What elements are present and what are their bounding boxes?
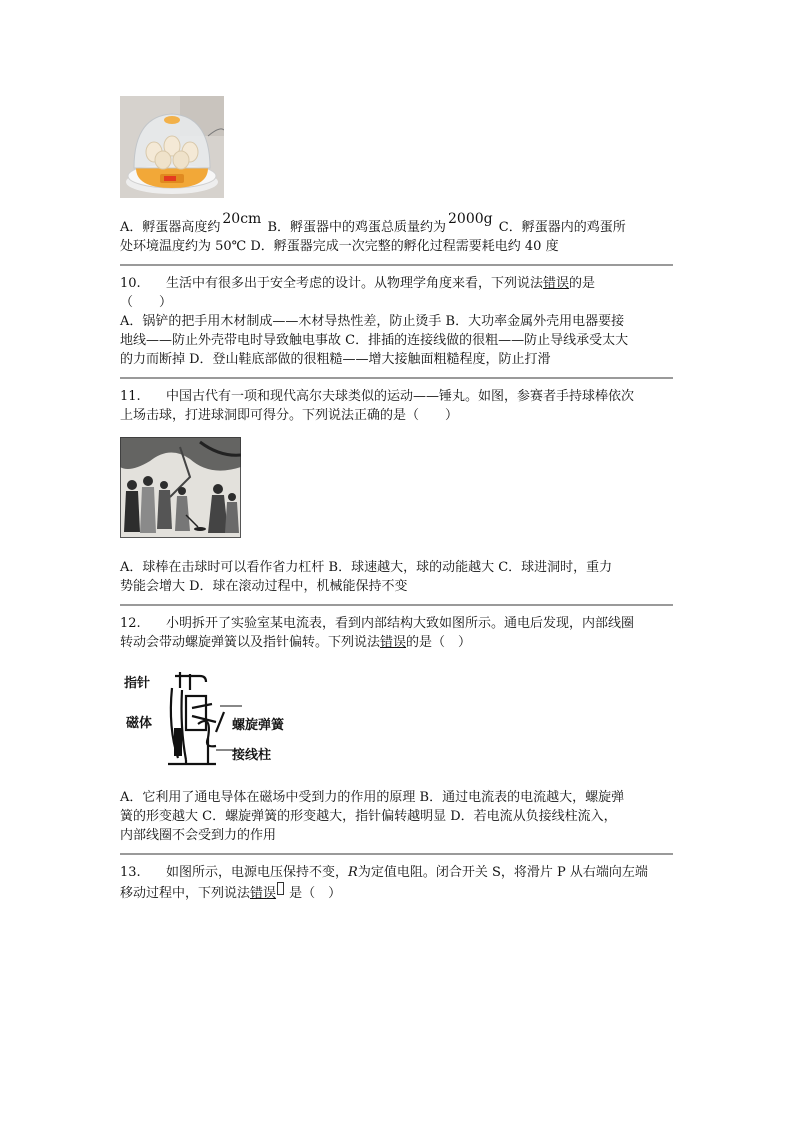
q10-options-line-1: A．锅铲的把手用木材制成——木材导热性差，防止烫手 B．大功率金属外壳用电器要接 [120,314,625,329]
q13-stem-line-2: 移动过程中，下列说法错误 是（ ） [120,882,673,903]
q9-options-line-1: A．孵蛋器高度约20cm B．孵蛋器中的鸡蛋总质量约为2000g C．孵蛋器内的鸡蛋所 [120,211,626,235]
q11-stem-line-2: 上场击球，打进球洞即可得分。下列说法正确的是（ ） [120,408,459,423]
question-divider [120,264,673,266]
q10-number: 10. [120,276,141,291]
ammeter-diagram [120,668,295,768]
painting-illustration [120,437,241,538]
exam-page [120,96,673,903]
label-pointer: 指针 [124,676,151,691]
label-terminal: 接线柱 [232,748,272,763]
q13-emphasis: 错误 [250,886,277,901]
q12-stem-line-2: 转动会带动螺旋弹簧以及指针偏转。下列说法错误的是（ ） [120,635,472,650]
q12-options-line-3: 内部线圈不会受到力的作用 [120,828,277,843]
incubator-illustration [120,96,224,198]
q12-options-line-1: A．它利用了通电导体在磁场中受到力的作用的原理 B．通过电流表的电流越大，螺旋弹 [120,790,625,805]
q12-emphasis: 错误 [380,635,407,650]
q11-options-line-1: A．球棒在击球时可以看作省力杠杆 B．球速越大，球的动能越大 C．球进洞时，重力 [120,560,613,575]
q11-options-line-2: 势能会增大 D．球在滚动过程中，机械能保持不变 [120,579,408,594]
q10-options-line-2: 地线——防止外壳带电时导致触电事故 C．排插的连接线做的很粗——防止导线承受太大 [120,333,629,348]
q11-stem-line-1: 11. 中国古代有一项和现代高尔夫球类似的运动——锤丸。如图，参赛者手持球棒依次 [120,389,635,404]
incubator-photo [120,96,224,198]
q10-emphasis: 错误 [543,276,570,291]
resistor-symbol-r: R [348,865,358,880]
chuiwan-painting [120,437,241,538]
q10-stem: 10. 生活中有很多出于安全考虑的设计。从物理学角度来看，下列说法错误的是 [120,276,596,291]
missing-glyph-icon [277,882,284,895]
label-spiral-spring: 螺旋弹簧 [232,718,285,733]
q10-options-line-3: 的力而断掉 D．登山鞋底部做的很粗糙——增大接触面粗糙程度，防止打滑 [120,352,551,367]
question-divider [120,377,673,379]
q9-options-line-2: 处环境温度约为 50℃ D．孵蛋器完成一次完整的孵化过程需要耗电约 40 度 [120,239,559,254]
question-divider [120,604,673,606]
q12-number: 12. [120,616,141,631]
q10-paren: （ ） [120,295,173,310]
q11-number: 11. [120,389,141,404]
label-magnet: 磁体 [126,716,153,731]
q12-options-line-2: 簧的形变越大 C．螺旋弹簧的形变越大，指针偏转越明显 D．若电流从负接线柱流入， [120,809,617,824]
question-divider [120,853,673,855]
q13-number: 13. [120,865,141,880]
q13-stem-line-1: 13. 如图所示，电源电压保持不变，R为定值电阻。闭合开关 S，将滑片 P 从右端向左端 [120,865,648,880]
q12-stem-line-1: 12. 小明拆开了实验室某电流表，看到内部结构大致如图所示。通电后发现，内部线圈 [120,616,635,631]
